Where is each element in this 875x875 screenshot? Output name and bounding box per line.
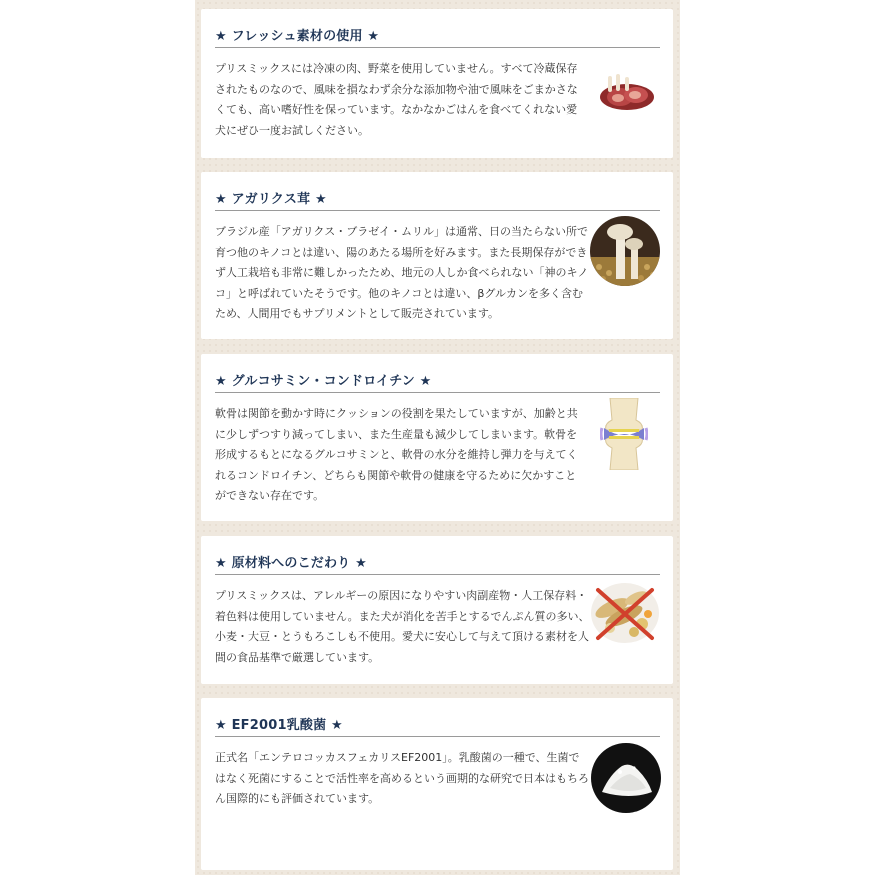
section-glucosamine <box>201 354 673 521</box>
mushroom-icon <box>589 215 661 287</box>
section-raw-materials <box>201 536 673 684</box>
section-body: プリスミックスは、アレルギーの原因になりやすい肉副産物・人工保存料・着色料は使用していません。また犬が消化を苦手とするでんぷん質の多い、小麦・大豆・とうもろこしも不使用。愛犬に安心して与えて頂ける素材を人間の食品基準で厳選しています。 <box>215 589 590 664</box>
section-body: プリスミックスには冷凍の肉、野菜を使用していません。すべて冷蔵保存されたものなので、風味を損なわず余分な添加物や油で風味をごまかさなくても、高い嗜好性を保っています。なかなかごはんを食べてくれない愛犬にぜひ一度お試しください。 <box>215 62 578 137</box>
section-title: ★ EF2001乳酸菌 ★ <box>215 714 660 737</box>
section-title: ★ グルコサミン・コンドロイチン ★ <box>215 370 660 393</box>
section-body: 軟骨は関節を動かす時にクッションの役割を果たしていますが、加齢と共に少しずつすり減ってしまい、また生産量も減少してしまいます。軟骨を形成するもとになるグルコサミンと、軟骨の水分を維持し弾力を与えてくれるコンドロイチン、どちらも関節や軟骨の健康を守るために欠かすことができない存在です。 <box>215 407 578 502</box>
section-fresh-ingredients <box>201 9 673 158</box>
section-ef2001 <box>201 698 673 870</box>
no-grain-icon <box>590 580 660 646</box>
meat-icon <box>594 67 658 117</box>
powder-icon <box>590 742 662 814</box>
section-body: 正式名「エンテロコッカスフェカリスEF2001」。乳酸菌の一種で、生菌ではなく死菌にすることで活性率を高めるという画期的な研究で日本はもちろん国際的にも評価されています。 <box>215 751 589 805</box>
joint-icon <box>600 398 648 470</box>
section-title: ★ フレッシュ素材の使用 ★ <box>215 25 660 48</box>
section-agaricus <box>201 172 673 339</box>
section-body: ブラジル産「アガリクス・ブラゼイ・ムリル」は通常、日の当たらない所で育つ他のキノコとは違い、陽のあたる場所を好みます。また長期保存ができず人工栽培も非常に難しかったため、地元の人しか食べられない「神のキノコ」と呼ばれていたそうです。他のキノコとは違い、βグルカンを多く含むため、人間用でもサプリメントとして販売されています。 <box>215 225 589 320</box>
section-title: ★ 原材料へのこだわり ★ <box>215 552 660 575</box>
section-title: ★ アガリクス茸 ★ <box>215 188 660 211</box>
